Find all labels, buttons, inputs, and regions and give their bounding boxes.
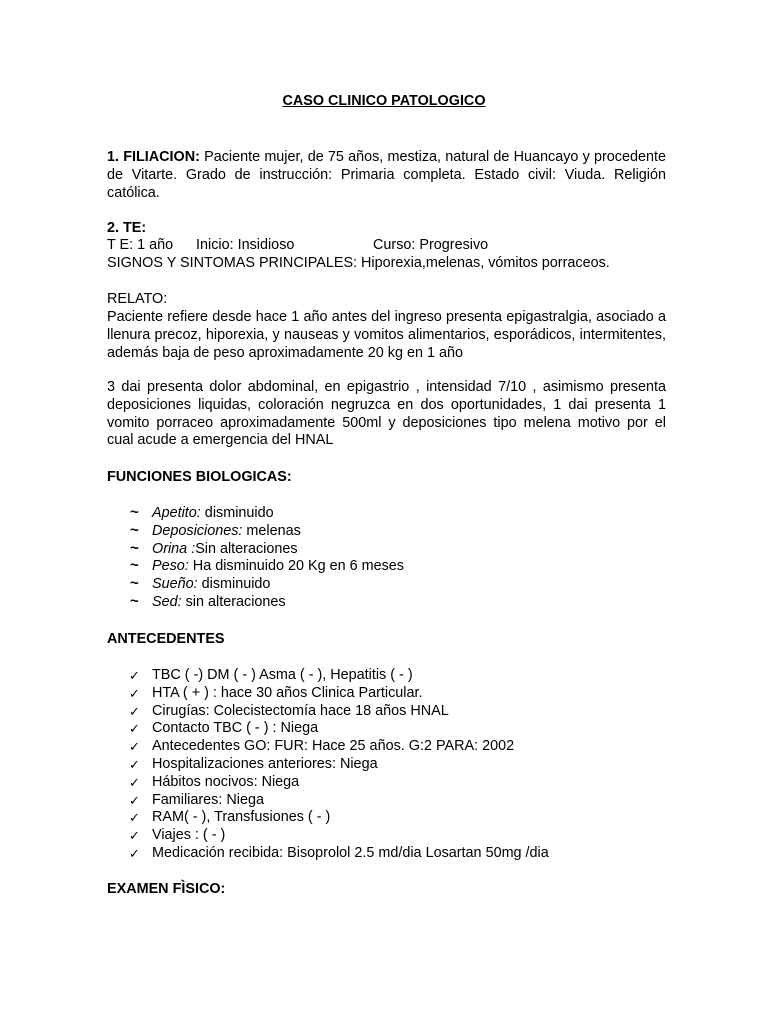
list-item: ~ Apetito: disminuido: [130, 504, 274, 521]
tilde-bullet: ~: [130, 539, 139, 557]
checkmark-icon: ✓: [129, 721, 140, 737]
document-title: CASO CLINICO PATOLOGICO: [282, 93, 486, 109]
filiacion-heading: 1. FILIACION:: [107, 149, 200, 165]
examen-heading: EXAMEN FÌSICO:: [107, 881, 226, 897]
list-item: ✓ Contacto TBC ( - ) : Niega: [129, 720, 319, 737]
list-item: ✓ Familiares: Niega: [129, 791, 264, 808]
checkmark-icon: ✓: [129, 774, 140, 790]
list-item: ✓ RAM( - ), Transfusiones ( - ): [129, 809, 331, 826]
list-item: ✓ HTA ( + ) : hace 30 años Clinica Particular.: [129, 684, 423, 701]
relato-paragraph-2: 3 dai presenta dolor abdominal, en epigastrio , intensidad 7/10 , asimismo presenta deposiciones liquidas, coloración negruzca en dos oportunidades, 1 dai presenta 1 vomito porraceo aproximadamente 500ml y deposiciones tipo melena motivo por el cual acude a emergencia del HNAL: [107, 379, 666, 449]
te-curso: Curso: Progresivo: [373, 237, 489, 253]
checkmark-icon: ✓: [129, 810, 140, 826]
relato-label: RELATO:: [107, 291, 168, 307]
filiacion-text: Paciente mujer, de 75 años, mestiza, natural de Huancayo y procedente de Vitarte. Grado de instrucción: Primaria completa. Estado civil: Viuda. Religión católica.: [107, 149, 666, 201]
filiacion-paragraph: [107, 149, 666, 202]
list-item: ✓ Hospitalizaciones anteriores: Niega: [129, 755, 378, 772]
te-value: T E: 1 año: [107, 237, 174, 253]
te-inicio: Inicio: Insidioso: [196, 237, 295, 253]
list-item: ~ Sed: sin alteraciones: [130, 592, 286, 610]
funciones-list: [107, 505, 666, 612]
checkmark-icon: ✓: [129, 792, 140, 808]
antecedentes-heading: ANTECEDENTES: [107, 631, 225, 647]
checkmark-icon: ✓: [129, 828, 140, 844]
list-item: ~ Sueño: disminuido: [130, 575, 271, 593]
antecedentes-list: [107, 667, 666, 863]
checkmark-icon: ✓: [129, 739, 140, 755]
tilde-bullet: ~: [130, 592, 139, 610]
list-item: ~ Peso: Ha disminuido 20 Kg en 6 meses: [130, 557, 404, 575]
list-item: ✓ Viajes : ( - ): [129, 827, 226, 844]
tilde-bullet: ~: [130, 575, 139, 593]
list-item: ✓ Antecedentes GO: FUR: Hace 25 años. G:2 PARA: 2002: [129, 738, 515, 755]
signos-line: SIGNOS Y SINTOMAS PRINCIPALES: Hiporexia,melenas, vómitos porraceos.: [107, 255, 610, 271]
checkmark-icon: ✓: [129, 668, 140, 683]
list-item: ✓ Medicación recibida: Bisoprolol 2.5 md/dia Losartan 50mg /dia: [129, 844, 549, 861]
relato-paragraph-1: Paciente refiere desde hace 1 año antes del ingreso presenta epigastralgia, asociado a llenura precoz, hiporexia, y nauseas y vomitos alimentarios, esporádicos, intermitentes, además baja de peso aproximadamente 20 kg en 1 año: [107, 309, 666, 361]
checkmark-icon: ✓: [129, 703, 140, 719]
funciones-heading: FUNCIONES BIOLOGICAS:: [107, 469, 292, 485]
checkmark-icon: ✓: [129, 756, 140, 772]
list-item: ✓ Hábitos nocivos: Niega: [129, 773, 300, 790]
list-item: ~ Deposiciones: melenas: [130, 521, 301, 539]
te-heading: 2. TE:: [107, 220, 147, 236]
checkmark-icon: ✓: [129, 845, 140, 861]
list-item: ✓ TBC ( -) DM ( - ) Asma ( - ), Hepatitis ( - ): [129, 667, 413, 683]
list-item: ~ Orina :Sin alteraciones: [130, 539, 298, 557]
tilde-bullet: ~: [130, 557, 139, 575]
tilde-bullet: ~: [130, 504, 139, 521]
tilde-bullet: ~: [130, 521, 139, 539]
te-line: [107, 237, 666, 255]
checkmark-icon: ✓: [129, 685, 140, 701]
list-item: ✓ Cirugías: Colecistectomía hace 18 años HNAL: [129, 702, 449, 719]
